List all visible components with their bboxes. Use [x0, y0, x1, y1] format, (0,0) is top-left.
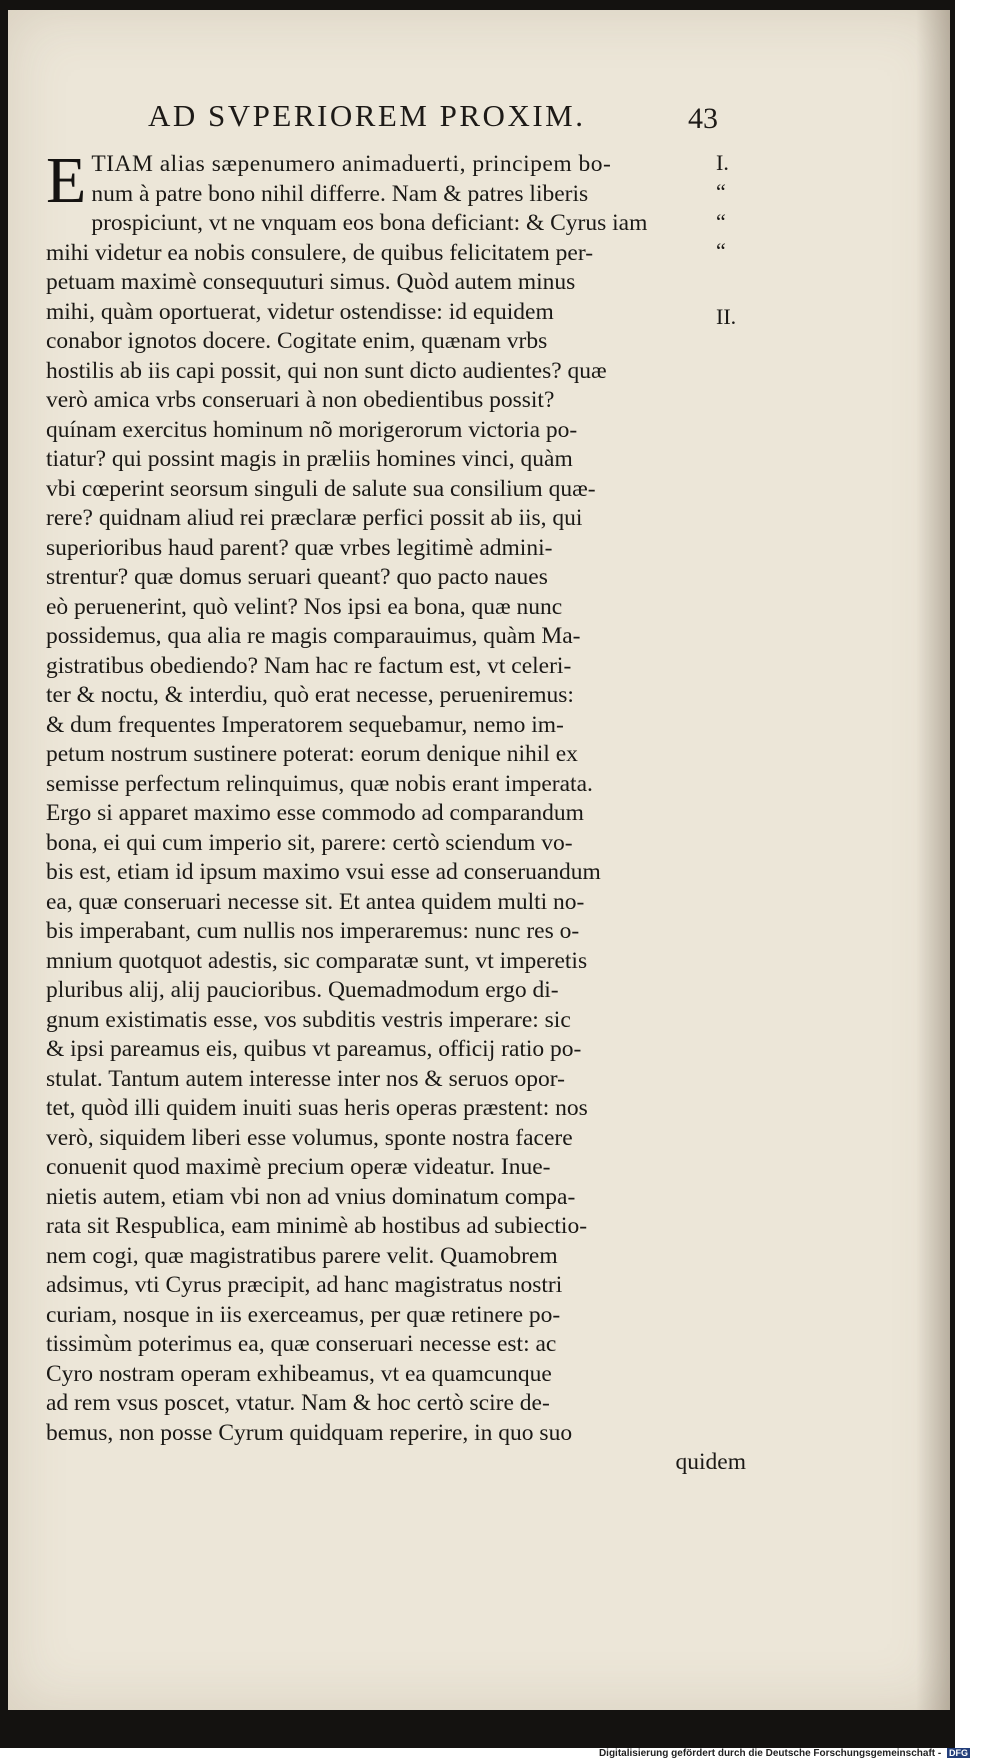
- text-line: bis est, etiam id ipsum maximo vsui esse ad conseruandum: [46, 859, 601, 885]
- text-line: vbi cœperint seorsum singuli de salute sua consilium quæ-: [46, 475, 596, 502]
- text-line: tiatur? qui possint magis in præliis homines vinci, quàm: [46, 446, 573, 472]
- margin-note-quote-1: “: [716, 179, 726, 204]
- text-line: prospiciunt, vt ne vnquam eos bona deficiant: & Cyrus iam: [91, 210, 648, 236]
- text-line: num à patre bono nihil differre. Nam & patres liberis: [91, 180, 589, 207]
- text-line: ad rem vsus poscet, vtatur. Nam & hoc certò scire de-: [46, 1390, 550, 1416]
- dfg-logo: DFG: [949, 1748, 968, 1758]
- running-head: AD SVPERIOREM PROXIM.: [148, 98, 586, 133]
- text-line: gistratibus obediendo? Nam hac re factum est, vt celeri-: [46, 652, 572, 679]
- text-line: quínam exercitus hominum nõ morigerorum victoria po-: [46, 416, 578, 443]
- margin-note-quote-3: “: [716, 238, 726, 263]
- text-line: bis imperabant, cum nullis nos imperaremus: nunc res o-: [46, 918, 580, 944]
- text-line: petuam maximè consequuturi simus. Quòd autem minus: [46, 269, 576, 295]
- text-line: eò peruenerint, quò velint? Nos ipsi ea bona, quæ nunc: [46, 593, 563, 620]
- margin-note-section-1: I.: [716, 150, 729, 175]
- page-number: 43: [688, 102, 718, 135]
- text-line: stulat. Tantum autem interesse inter nos & seruos opor-: [46, 1065, 565, 1092]
- text-line: verò amica vrbs conseruari à non obedientibus possit?: [46, 387, 555, 413]
- text-line: nietis autem, etiam vbi non ad vnius dominatum compa-: [46, 1183, 576, 1210]
- text-line: ter & noctu, & interdiu, quò erat necesse, perueniremus:: [46, 682, 574, 708]
- text-line: bemus, non posse Cyrum quidquam reperire, in quo suo: [46, 1419, 573, 1446]
- text-line: hostilis ab iis capi possit, qui non sunt dicto audientes? quæ: [46, 357, 607, 384]
- text-line: rata sit Respublica, eam minimè ab hostibus ad subiectio-: [46, 1213, 588, 1239]
- text-line: tet, quòd illi quidem inuiti suas heris operas præstent: nos: [46, 1095, 588, 1121]
- text-line: nem cogi, quæ magistratibus parere velit. Quamobrem: [46, 1242, 558, 1269]
- text-line: mnium quotquot adestis, sic comparatæ sunt, vt imperetis: [46, 947, 588, 974]
- text-line: possidemus, qua alia re magis comparauimus, quàm Ma-: [46, 623, 581, 649]
- text-line: mihi, quàm oportuerat, videtur ostendisse: id equidem: [46, 298, 554, 325]
- text-line: ea, quæ conseruari necesse sit. Et antea quidem multi no-: [46, 888, 585, 915]
- text-line: mihi videtur ea nobis consulere, de quibus felicitatem per-: [46, 239, 594, 266]
- margin-note-quote-2: “: [716, 209, 726, 234]
- text-line: TIAM alias sæpenumero animaduerti, principem bo-: [91, 151, 612, 177]
- margin-note-section-2: II.: [716, 304, 737, 329]
- text-line: conuenit quod maximè precium operæ videatur. Inue-: [46, 1154, 551, 1180]
- text-line: conabor ignotos docere. Cogitate enim, quænam vrbs: [46, 328, 548, 354]
- page-edge-shadow: [916, 10, 950, 1710]
- text-line: petum nostrum sustinere poterat: eorum denique nihil ex: [46, 741, 578, 767]
- book-page: [8, 10, 950, 1710]
- drop-initial: E: [46, 144, 87, 217]
- text-line: semisse perfectum relinquimus, quæ nobis erant imperata.: [46, 770, 593, 797]
- text-line: tissimùm poterimus ea, quæ conseruari necesse est: ac: [46, 1331, 557, 1357]
- catchword: quidem: [675, 1449, 746, 1475]
- text-line: & ipsi pareamus eis, quibus vt pareamus, officij ratio po-: [46, 1036, 582, 1062]
- text-line: superioribus haud parent? quæ vrbes legitimè admini-: [46, 534, 553, 561]
- text-line: strentur? quæ domus seruari queant? quo pacto naues: [46, 564, 548, 590]
- text-line: gnum existimatis esse, vos subditis vestris imperare: sic: [46, 1006, 571, 1033]
- text-line: Cyro nostram operam exhibeamus, vt ea quamcunque: [46, 1360, 552, 1387]
- text-line: curiam, nosque in iis exerceamus, per quæ retinere po-: [46, 1301, 561, 1328]
- text-line: rere? quidnam aliud rei præclaræ perfici possit ab iis, qui: [46, 505, 583, 531]
- text-line: bona, ei qui cum imperio sit, parere: certò sciendum vo-: [46, 829, 573, 856]
- text-line: pluribus alij, alij paucioribus. Quemadmodum ergo di-: [46, 977, 559, 1003]
- text-line: Ergo si apparet maximo esse commodo ad comparandum: [46, 800, 584, 826]
- funding-notice: Digitalisierung gefördert durch die Deutsche Forschungsgemeinschaft -: [598, 1748, 942, 1759]
- text-line: adsimus, vti Cyrus præcipit, ad hanc magistratus nostri: [46, 1272, 563, 1298]
- text-line: verò, siquidem liberi esse volumus, sponte nostra facere: [46, 1124, 573, 1151]
- body-text: [46, 144, 746, 1478]
- text-line: & dum frequentes Imperatorem sequebamur, nemo im-: [46, 711, 564, 738]
- funding-footer: [599, 1748, 970, 1759]
